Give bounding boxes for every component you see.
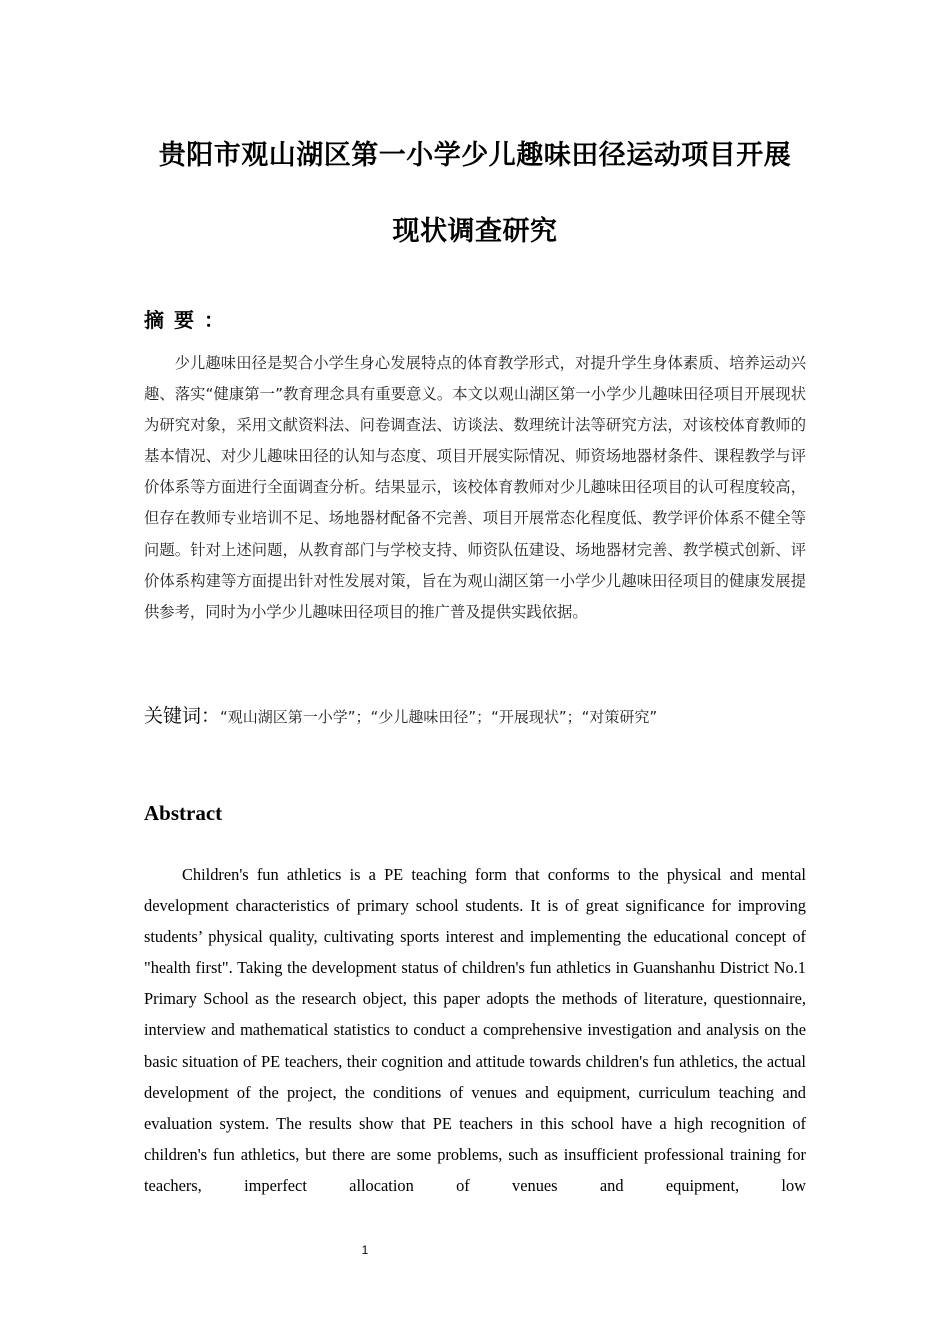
title-line-2: 现状调查研究 — [392, 216, 558, 247]
keywords-label: 关键词： — [144, 705, 221, 727]
document-title — [120, 118, 830, 270]
english-abstract-heading: Abstract — [144, 801, 223, 825]
keywords-text: “观山湖区第一小学”；“少儿趣味田径”；“开展现状”；“对策研究” — [220, 708, 658, 726]
page-number: 1 — [361, 1243, 369, 1257]
chinese-abstract-body: 少儿趣味田径是契合小学生身心发展特点的体育教学形式，对提升学生身体素质、培养运动兴趣、落实“健康第一”教育理念具有重要意义。本文以观山湖区第一小学少儿趣味田径项目开展现状为研究对象，采用文献资料法、问卷调查法、访谈法、数理统计法等研究方法，对该校体育教师的基本情况、对少儿趣味田径的认知与态度、项目开展实际情况、师资场地器材条件、课程教学与评价体系等方面进行全面调查分析。结果显示，该校体育教师对少儿趣味田径项目的认可程度较高，但存在教师专业培训不足、场地器材配备不完善、项目开展常态化程度低、教学评价体系不健全等问题。针对上述问题，从教育部门与学校支持、师资队伍建设、场地器材完善、教学模式创新、评价体系构建等方面提出针对性发展对策，旨在为观山湖区第一小学少儿趣味田径项目的健康发展提供参考，同时为小学少儿趣味田径项目的推广普及提供实践依据。 — [144, 354, 806, 621]
chinese-abstract-heading: 摘要： — [144, 308, 234, 332]
title-line-1: 贵阳市观山湖区第一小学少儿趣味田径运动项目开展 — [158, 140, 792, 171]
english-abstract-body: Children's fun athletics is a PE teaching form that conforms to the physical and mental development characteristics of primary school students. It is of great significance for improving students’ physical quality, cultivating sports interest and implementing the educational concept of "health first". Taking the development status of children's fun athletics in Guanshanhu District No.1 Primary School as the research object, this paper adopts the methods of literature, questionnaire, interview and mathematical statistics to conduct a comprehensive investigation and analysis on the basic situation of PE teachers, their cognition and attitude towards children's fun athletics, the actual development of the project, the conditions of venues and equipment, curriculum teaching and evaluation system. The results show that PE teachers in this school have a high recognition of children's fun athletics, but there are some problems, such as insufficient professional training for teachers, imperfect allocation of venues and equipment, low — [144, 865, 806, 1195]
keywords-line — [144, 701, 824, 732]
